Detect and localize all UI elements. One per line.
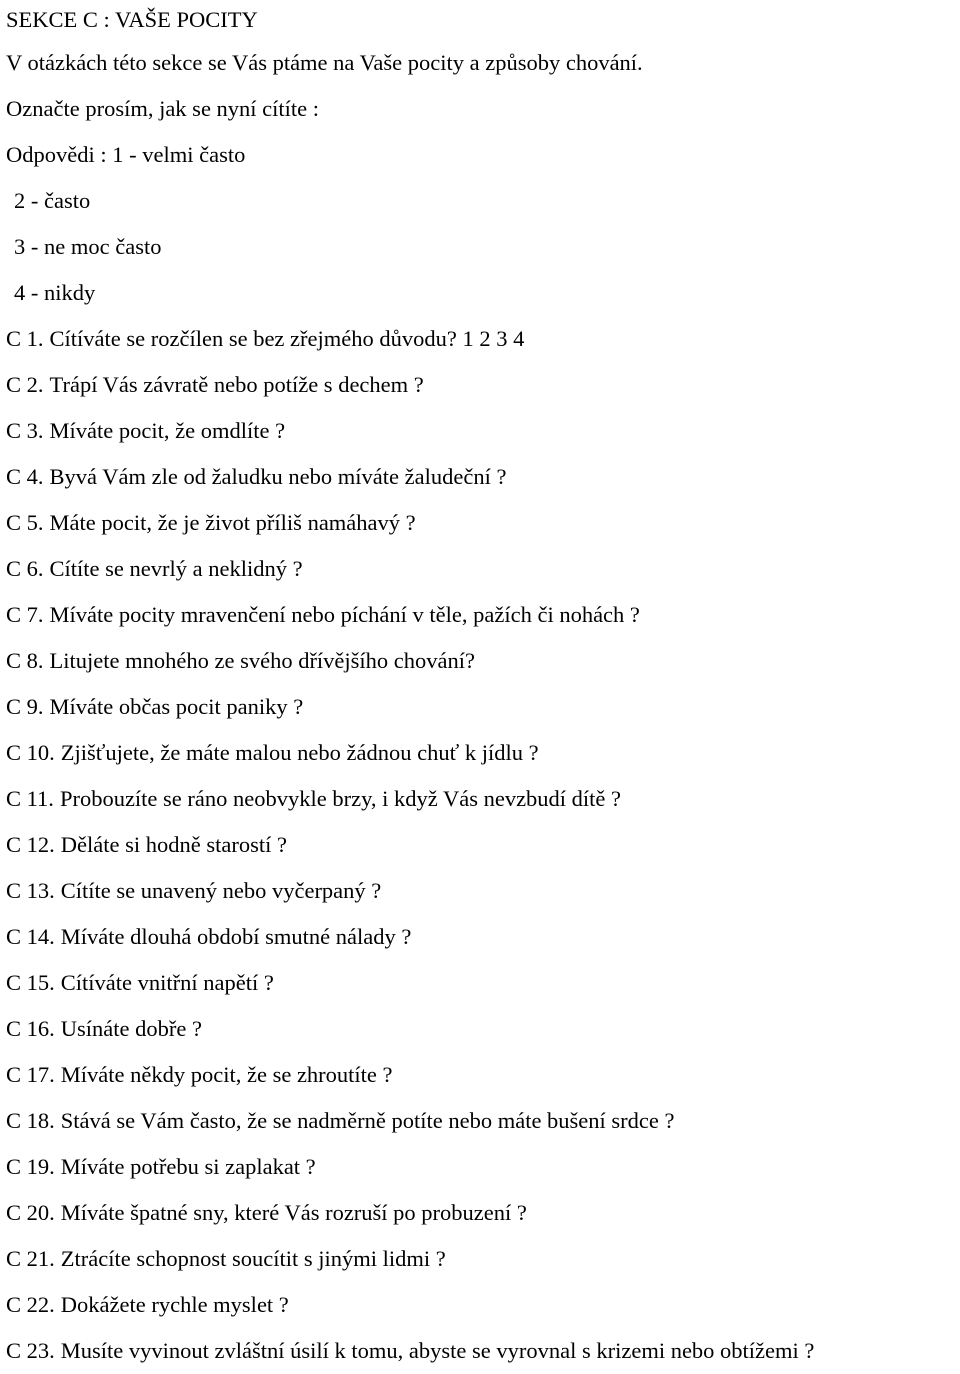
question-text: Trápí Vás závratě nebo potíže s dechem ? [49, 372, 424, 397]
question-item [6, 730, 956, 776]
question-text: Míváte někdy pocit, že se zhroutíte ? [60, 1062, 393, 1087]
question-number: C 19. [6, 1154, 55, 1179]
question-item [6, 1190, 956, 1236]
question-number: C 17. [6, 1062, 55, 1087]
questionnaire-document [6, 0, 956, 1374]
question-text: Ztrácíte schopnost soucítit s jinými lidmi ? [60, 1246, 446, 1271]
question-item [6, 684, 956, 730]
question-number: C 16. [6, 1016, 55, 1041]
answer-option: 2 - často [14, 188, 91, 213]
question-item [6, 1328, 956, 1374]
question-text: Dokážete rychle myslet ? [60, 1292, 289, 1317]
question-item [6, 592, 956, 638]
question-text: Probouzíte se ráno neobvykle brzy, i když Vás nevzbudí dítě ? [59, 786, 622, 811]
question-list [6, 316, 956, 1374]
question-number: C 1. [6, 326, 44, 351]
question-item [6, 1006, 956, 1052]
question-item [6, 1282, 956, 1328]
question-item [6, 1236, 956, 1282]
section-intro: V otázkách této sekce se Vás ptáme na Vaše pocity a způsoby chování. [6, 50, 643, 75]
question-text: Cítíte se nevrlý a neklidný ? [49, 556, 303, 581]
instruction-text: Označte prosím, jak se nyní cítíte : [6, 96, 320, 121]
question-item [6, 1098, 956, 1144]
question-text: Litujete mnohého ze svého dřívějšího chování? [49, 648, 476, 673]
question-text: Máte pocit, že je život příliš namáhavý ? [49, 510, 416, 535]
question-text: Cítíváte se rozčílen se bez zřejmého důvodu? 1 2 3 4 [49, 326, 525, 351]
question-text: Míváte dlouhá období smutné nálady ? [60, 924, 412, 949]
question-text: Zjišťujete, že máte malou nebo žádnou chuť k jídlu ? [60, 740, 539, 765]
question-number: C 12. [6, 832, 55, 857]
question-number: C 2. [6, 372, 44, 397]
question-number: C 18. [6, 1108, 55, 1133]
question-number: C 21. [6, 1246, 55, 1271]
question-number: C 7. [6, 602, 44, 627]
question-text: Míváte pocity mravenčení nebo píchání v těle, pažích či nohách ? [49, 602, 640, 627]
section-title: SEKCE C : VAŠE POCITY [6, 7, 258, 32]
question-item [6, 316, 956, 362]
question-number: C 5. [6, 510, 44, 535]
question-item [6, 960, 956, 1006]
question-text: Míváte potřebu si zaplakat ? [60, 1154, 316, 1179]
question-number: C 10. [6, 740, 55, 765]
question-number: C 8. [6, 648, 44, 673]
question-text: Usínáte dobře ? [60, 1016, 202, 1041]
question-item [6, 1144, 956, 1190]
question-item [6, 638, 956, 684]
question-text: Stává se Vám často, že se nadměrně potíte nebo máte bušení srdce ? [60, 1108, 675, 1133]
question-text: Děláte si hodně starostí ? [60, 832, 287, 857]
question-number: C 13. [6, 878, 55, 903]
question-text: Míváte občas pocit paniky ? [49, 694, 304, 719]
question-item [6, 408, 956, 454]
question-item [6, 1052, 956, 1098]
question-text: Cítíte se unavený nebo vyčerpaný ? [60, 878, 382, 903]
question-text: Byvá Vám zle od žaludku nebo míváte žaludeční ? [49, 464, 507, 489]
answer-option: 3 - ne moc často [14, 234, 162, 259]
question-item [6, 776, 956, 822]
question-text: Musíte vyvinout zvláštní úsilí k tomu, abyste se vyrovnal s krizemi nebo obtížemi ? [60, 1338, 815, 1363]
question-item [6, 822, 956, 868]
question-number: C 20. [6, 1200, 55, 1225]
question-number: C 14. [6, 924, 55, 949]
question-item [6, 868, 956, 914]
question-item [6, 546, 956, 592]
question-text: Míváte pocit, že omdlíte ? [49, 418, 286, 443]
question-number: C 15. [6, 970, 55, 995]
question-number: C 9. [6, 694, 44, 719]
question-text: Cítíváte vnitřní napětí ? [60, 970, 274, 995]
question-number: C 23. [6, 1338, 55, 1363]
question-number: C 22. [6, 1292, 55, 1317]
question-item [6, 500, 956, 546]
answers-label: Odpovědi : 1 - velmi často [6, 142, 246, 167]
question-number: C 4. [6, 464, 44, 489]
question-number: C 11. [6, 786, 54, 811]
question-item [6, 362, 956, 408]
answer-option: 4 - nikdy [14, 280, 96, 305]
question-number: C 6. [6, 556, 44, 581]
question-text: Míváte špatné sny, které Vás rozruší po probuzení ? [60, 1200, 527, 1225]
question-number: C 3. [6, 418, 44, 443]
question-item [6, 914, 956, 960]
question-item [6, 454, 956, 500]
